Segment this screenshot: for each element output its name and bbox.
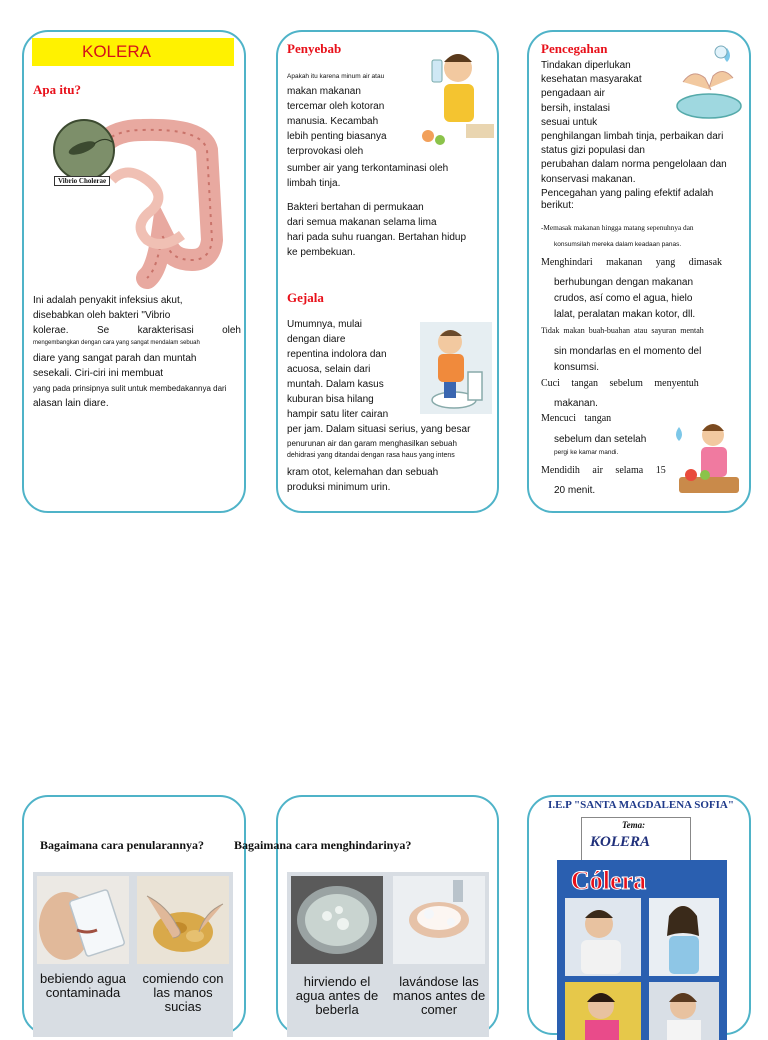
- cause-line: makan makanan: [287, 86, 361, 97]
- poster-photo-woman: [649, 898, 719, 976]
- heading-prevention: Pencegahan: [541, 41, 608, 56]
- theme-box: [581, 817, 691, 861]
- cause2-line: dari semua makanan selama lima: [287, 217, 437, 228]
- prevention-line: berikut:: [541, 200, 574, 212]
- symptom-text: [287, 317, 422, 422]
- symptom-line: dengan diare: [287, 334, 346, 345]
- panel-what-is-it: [22, 30, 246, 513]
- prevention-item-5-sub: pergi ke kamar mandi.: [554, 449, 619, 456]
- title-highlight: [32, 38, 234, 66]
- heading-cause: Penyebab: [287, 41, 342, 56]
- panel-transmission: [22, 795, 246, 1035]
- def-line-justified: [33, 323, 241, 338]
- cause-line: limbah tinja.: [287, 178, 341, 189]
- prevention-line: sesuai untuk: [541, 116, 598, 128]
- panel-cover: [527, 795, 751, 1035]
- symptom-line: Umumnya, mulai: [287, 319, 363, 330]
- cause2-text: [287, 200, 492, 260]
- cause-line: terprovokasi oleh: [287, 146, 364, 157]
- symptom-line: muntah. Dalam kasus: [287, 379, 384, 390]
- definition-text: [33, 293, 241, 411]
- prevention-line: bersih, instalasi: [541, 102, 610, 114]
- caption-drinking-water: bebiendo agua contaminada: [39, 971, 127, 1000]
- sick-child-illustration: [420, 322, 492, 414]
- prevention-detail-line: berhubungan dengan makanan: [554, 277, 694, 288]
- washing-hands-photo: [393, 876, 485, 964]
- prevention-item-2: [541, 257, 723, 268]
- symptom-small-line: penurunan air dan garam menghasilkan sebuah: [287, 439, 457, 448]
- theme-value: KOLERA: [590, 834, 651, 850]
- doc-title: KOLERA: [82, 42, 151, 61]
- eating-dirty-hands-photo: [137, 876, 229, 964]
- heading-what-is-it: Apa itu?: [33, 82, 82, 97]
- cause-tiny-line: Apakah itu karena minum air atau: [287, 73, 385, 80]
- symptom-line: per jam. Dalam situasi serius, yang besar: [287, 424, 471, 435]
- cause-text: [287, 84, 417, 159]
- poster-title: Cólera: [571, 866, 647, 895]
- woman-cooking-illustration: [669, 417, 747, 501]
- cause-line: manusia. Kecambah: [287, 116, 379, 127]
- prevention-detail-line: konsumsi.: [554, 362, 600, 373]
- heading-symptoms: Gejala: [287, 290, 324, 305]
- prevention-item-4: Cuci tangan sebelum menyentuh: [541, 378, 699, 389]
- def-tiny-line: mengembangkan dengan cara yang sangat mendalam sebuah: [33, 340, 200, 346]
- avoidance-photos: [287, 872, 489, 1037]
- def-line: Ini adalah penyakit infeksius akut,: [33, 295, 183, 306]
- symptom-line: acuosa, selain dari: [287, 364, 371, 375]
- prevention-item-1: -Memasak makanan hingga matang sepenuhnya dan: [541, 223, 694, 232]
- heading-avoidance: Bagaimana cara menghindarinya?: [234, 838, 412, 852]
- cause2-line: Bakteri bertahan di permukaan: [287, 202, 424, 213]
- theme-label: Tema:: [622, 820, 646, 830]
- school-name: I.E.P "SANTA MAGDALENA SOFIA": [548, 799, 734, 811]
- caption-dirty-hands: comiendo con las manos sucias: [142, 971, 224, 1014]
- cause2-line: ke pembekuan.: [287, 247, 356, 258]
- def-word: oleh: [222, 325, 241, 336]
- prevention-line: konservasi makanan.: [541, 173, 636, 185]
- panel-cause-symptoms: [276, 30, 499, 513]
- symptom-text-wide: [287, 422, 492, 495]
- vibrio-label: Vibrio Cholerae: [54, 176, 110, 186]
- prevention-item-5-detail: sebelum dan setelah: [554, 434, 647, 445]
- prevention-line: Tindakan diperlukan: [541, 60, 631, 71]
- prevention-item-6: Mendidih air selama 15: [541, 465, 666, 476]
- cause-line: tercemar oleh kotoran: [287, 101, 385, 112]
- poster-photo-girl: [565, 982, 641, 1040]
- transmission-photos: [33, 872, 233, 1037]
- prevention-item-4-detail: makanan.: [554, 398, 598, 409]
- symptom-small-line: dehidrasi yang ditandai dengan rasa haus yang intens: [287, 452, 455, 459]
- prevention-line: perubahan dalam norma pengelolaan dan: [541, 159, 727, 171]
- def-line: diare yang sangat parah dan muntah: [33, 353, 197, 364]
- symptom-line: kuburan bisa hilang: [287, 394, 374, 405]
- panel-avoidance: [234, 795, 499, 1035]
- prevention-item-6-detail: 20 menit.: [554, 485, 596, 496]
- drinking-water-photo: [37, 876, 129, 964]
- panel-prevention: [527, 30, 751, 513]
- def-line: disebabkan oleh bakteri "Vibrio: [33, 310, 171, 321]
- prevention-detail-line: lalat, peralatan makan kotor, dll.: [554, 309, 696, 320]
- symptom-line: produksi minimum urin.: [287, 482, 391, 493]
- symptom-line: hampir satu liter cairan: [287, 409, 389, 420]
- cause-text-wide: [287, 161, 492, 191]
- prevention-detail-line: sin mondarlas en el momento del: [554, 346, 702, 357]
- prevention-item-1-sub: konsumsilah mereka dalam keadaan panas.: [554, 241, 682, 248]
- boy-drinking-illustration: [418, 44, 496, 148]
- cause-line: sumber air yang terkontaminasi oleh: [287, 163, 449, 174]
- intestine-illustration: [52, 110, 232, 282]
- caption-boiling-water: hirviendo el agua antes de beberla: [295, 974, 379, 1017]
- prevention-item-2-detail: [554, 275, 744, 323]
- poster-photo-man: [649, 982, 719, 1040]
- prevention-text: [541, 59, 749, 211]
- symptom-line: kram otot, kelemahan dan sebuah: [287, 467, 439, 478]
- prevention-line: kesehatan masyarakat: [541, 74, 642, 86]
- cause2-line: hari pada suhu ruangan. Bertahan hidup: [287, 232, 467, 243]
- symptom-line: repentina indolora dan: [287, 349, 387, 360]
- def-line: sesekali. Ciri-ciri ini membuat: [33, 368, 164, 379]
- def-line: alasan lain diare.: [33, 398, 109, 409]
- prevention-line: pengadaan air: [541, 88, 605, 100]
- def-word: Se: [96, 325, 110, 336]
- heading-transmission: Bagaimana cara penularannya?: [40, 838, 205, 852]
- cholera-poster: [557, 860, 727, 1040]
- def-line: yang pada prinsipnya sulit untuk membedakannya dari: [33, 384, 227, 393]
- prevention-line: Pencegahan yang paling efektif adalah: [541, 187, 714, 199]
- prevention-detail-line: crudos, así como el agua, hielo: [554, 293, 693, 304]
- def-word: karakterisasi: [137, 325, 194, 336]
- prevention-line: status gizi populasi dan: [541, 145, 645, 157]
- def-word: kolerae.: [33, 325, 69, 336]
- poster-photo-boy: [565, 898, 641, 976]
- caption-washing-hands: lavándose las manos antes de comer: [392, 974, 486, 1017]
- prevention-item-2-text: Menghindari makanan yang dimasak: [541, 257, 723, 268]
- prevention-item-3-detail: [554, 344, 744, 376]
- prevention-item-5: Mencuci tangan: [541, 413, 612, 424]
- prevention-line: penghilangan limbah tinja, perbaikan dari: [541, 131, 724, 143]
- boiling-water-photo: [291, 876, 383, 964]
- prevention-item-3: Tidak makan buah-buahan atau sayuran mentah: [541, 326, 704, 335]
- cause-line: lebih penting biasanya: [287, 131, 387, 142]
